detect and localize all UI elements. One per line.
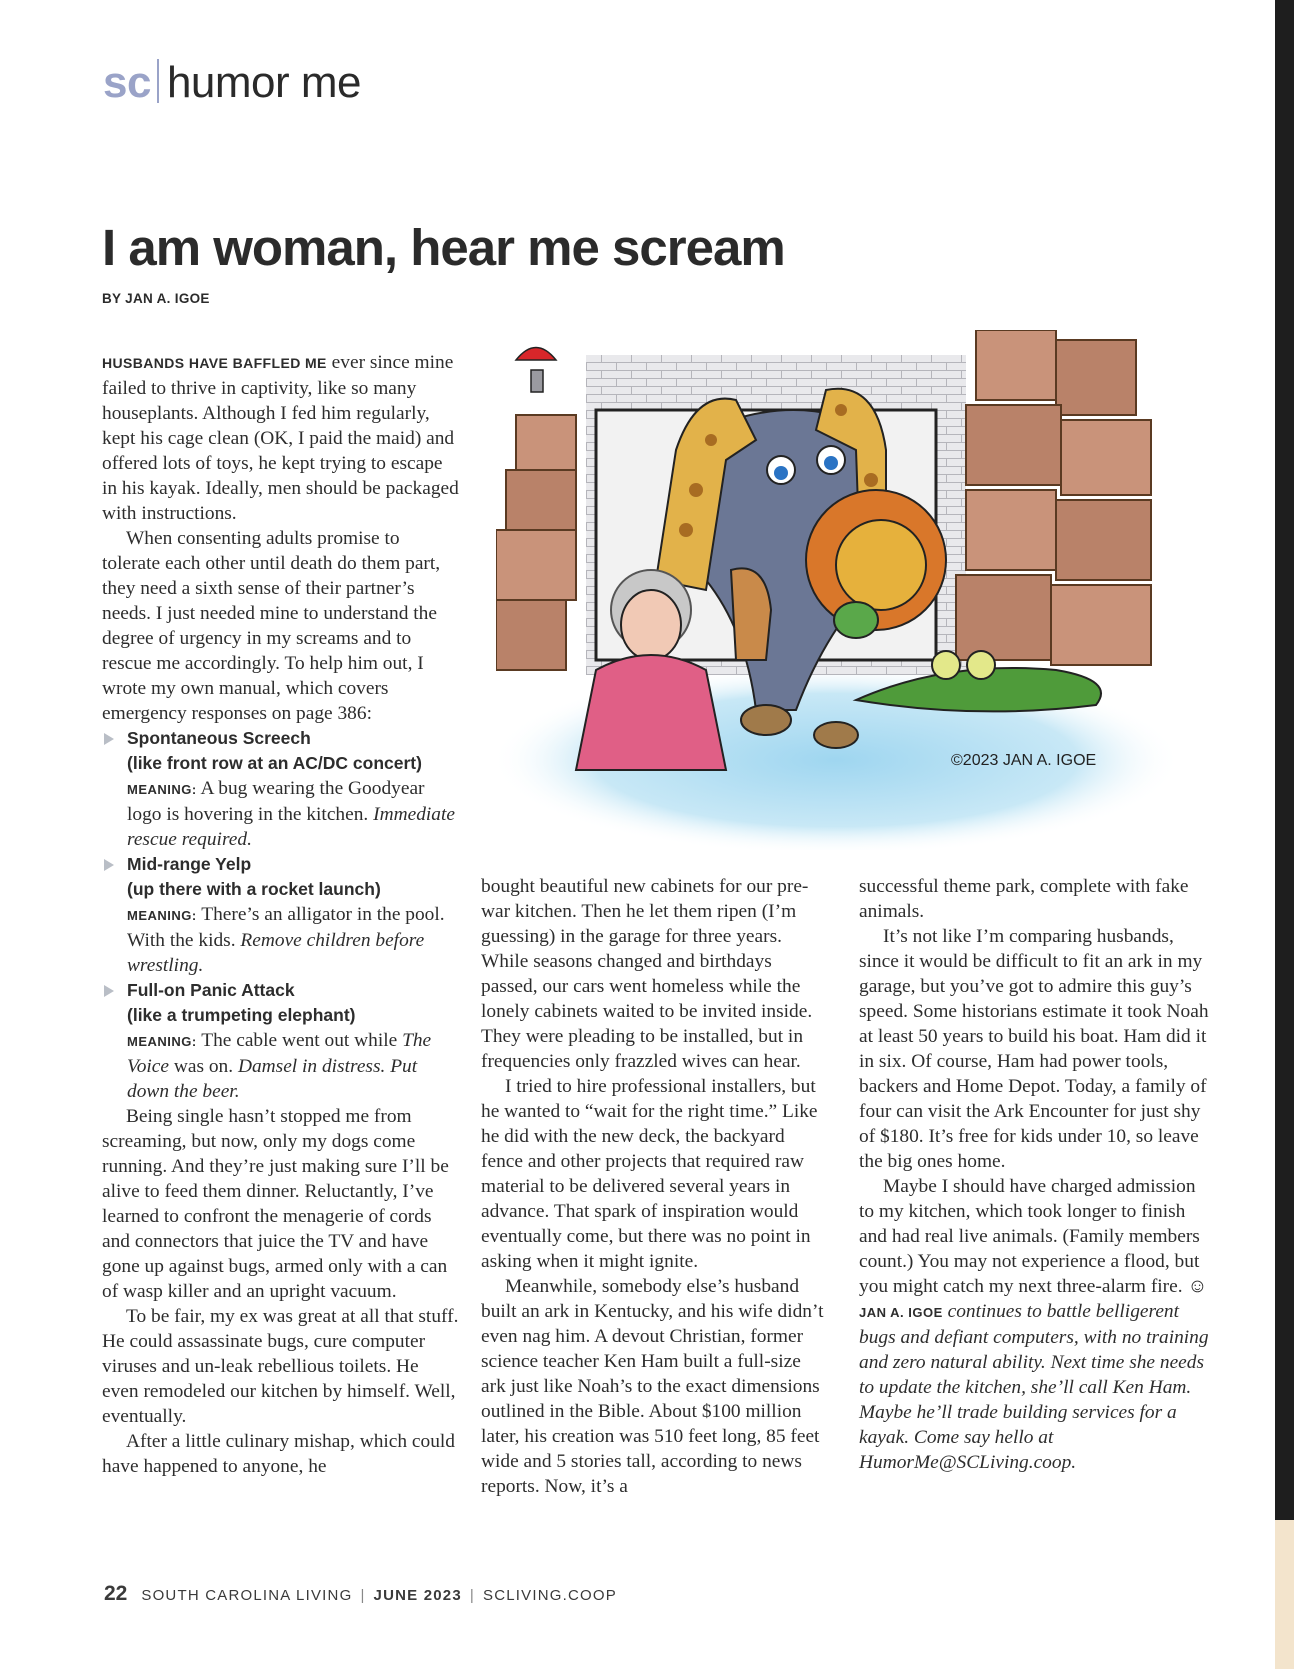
bullet-triangle-icon: [104, 733, 114, 745]
page-footer: 22 SOUTH CAROLINA LIVING | JUNE 2023 | SCLIVING.COOP: [104, 1582, 617, 1605]
cartoon-illustration: [496, 330, 1176, 850]
list-item: Mid-range Yelp (up there with a rocket launch) MEANING: There’s an alligator in the pool. With the kids. Remove children before wrestling.: [102, 852, 460, 978]
author-bio: JAN A. IGOE continues to battle belligerent bugs and defiant computers, with no training and zero natural ability. Next time she needs to update the kitchen, she’ll call Ken Ham. Maybe he’ll trade building services for a kayak. Come say hello at HumorMe@SCLiving.coop.: [859, 1301, 1209, 1473]
publication-name: SOUTH CAROLINA LIVING: [141, 1587, 353, 1604]
paragraph: Maybe I should have charged admission to my kitchen, which took longer to finish and had real live animals. (Family members count.) You may not experience a flood, but you might catch my next three-alarm fire. ☺: [859, 1176, 1208, 1297]
website: SCLIVING.COOP: [483, 1587, 617, 1604]
paragraph: After a little culinary mishap, which could have happened to anyone, he: [102, 1431, 456, 1477]
list-item: Spontaneous Screech (like front row at an AC/DC concert) MEANING: A bug wearing the Goodyear logo is hovering in the kitchen. Immediate rescue required.: [102, 726, 460, 852]
article-headline: I am woman, hear me scream: [102, 219, 785, 276]
author-bio-name: JAN A. IGOE: [859, 1305, 943, 1320]
section-tag: [103, 58, 361, 108]
boxes-left: [496, 415, 576, 670]
paragraph: HUSBANDS HAVE BAFFLED ME ever since mine failed to thrive in captivity, like so many houseplants. Although I fed him regularly, kept his cage clean (OK, I paid the maid) and offered lots of toys, he kept trying to escape in his kayak. Ideally, men should be packaged with instructions.: [102, 352, 459, 524]
bullet-triangle-icon: [104, 985, 114, 997]
article-byline: BY JAN A. IGOE: [102, 291, 210, 306]
issue-date: JUNE 2023: [373, 1587, 462, 1604]
end-mark-icon: ☺: [1187, 1276, 1208, 1297]
paragraph: When consenting adults promise to tolerate each other until death do them part, they need a sixth sense of their partner’s needs. I just needed mine to understand the degree of urgency in my screams and to rescue me accordingly. To help him out, I wrote my own manual, which covers emergency responses on page 386:: [102, 528, 441, 724]
page-number: 22: [104, 1582, 128, 1605]
right-edge-strip: [1275, 0, 1294, 1520]
section-divider: [157, 59, 159, 103]
mouse-with-umbrella: [516, 348, 556, 393]
column-2: [481, 874, 829, 1499]
lion: [806, 490, 946, 630]
paragraph: To be fair, my ex was great at all that stuff. He could assassinate bugs, cure computer viruses and un-leak rebellious toilets. He even remodeled our kitchen by himself. Well, eventually.: [102, 1306, 459, 1427]
illustration-credit: ©2023 JAN A. IGOE: [951, 752, 1097, 769]
list-item: Full-on Panic Attack (like a trumpeting elephant) MEANING: The cable went out while The Voice was on. Damsel in distress. Put down the beer.: [102, 978, 460, 1104]
paragraph: I tried to hire professional installers, but he wanted to “wait for the right time.” Like he did with the new deck, the backyard fence and other projects that required raw material to be delivered several years in advance. That spark of inspiration would eventually come, but there was no point in asking when it might ignite.: [481, 1076, 818, 1272]
column-1: [102, 350, 460, 1479]
column-3: [859, 874, 1214, 1475]
paragraph: Meanwhile, somebody else’s husband built an ark in Kentucky, and his wife didn’t even nag him. A devout Christian, former science teacher Ken Ham built a full-size ark just like Noah’s to the exact dimensions outlined in the Bible. About $100 million later, his creation was 510 feet long, 85 feet wide and 5 stories tall, according to news reports. Now, it’s a: [481, 1276, 824, 1497]
paragraph: Being single hasn’t stopped me from screaming, but now, only my dogs come running. And they’re just making sure I’ll be alive to feed them dinner. Reluctantly, I’ve learned to confront the menagerie of cords and connectors that juice the TV and have gone up against bugs, armed only with a can of wasp killer and an upright vacuum.: [102, 1106, 449, 1302]
right-edge-tab: [1275, 1520, 1294, 1669]
paragraph: successful theme park, complete with fake animals.: [859, 876, 1189, 922]
bullet-triangle-icon: [104, 859, 114, 871]
section-name: humor me: [166, 58, 362, 107]
paragraph: It’s not like I’m comparing husbands, since it would be difficult to fit an ark in my garage, but you’ve got to admire this guy’s speed. Some historians estimate it took Noah at least 50 years to build his boat. Ham did it in six. Of course, Ham had power tools, backers and Home Depot. Today, a family of four can visit the Ark Encounter for just shy of $180. It’s free for kids under 10, so leave the big ones home.: [859, 926, 1209, 1172]
turtle: [834, 602, 878, 638]
section-code: sc: [103, 58, 151, 107]
lead-in: HUSBANDS HAVE BAFFLED ME: [102, 355, 327, 371]
paragraph: bought beautiful new cabinets for our pre-war kitchen. Then he let them ripen (I’m guessing) in the garage for three years. While seasons changed and birthdays passed, our cars went homeless while the lonely cabinets waited to be invited inside. They were pleading to be installed, but in frequencies only frazzled wives can hear.: [481, 876, 813, 1072]
boxes-right: [956, 330, 1151, 665]
